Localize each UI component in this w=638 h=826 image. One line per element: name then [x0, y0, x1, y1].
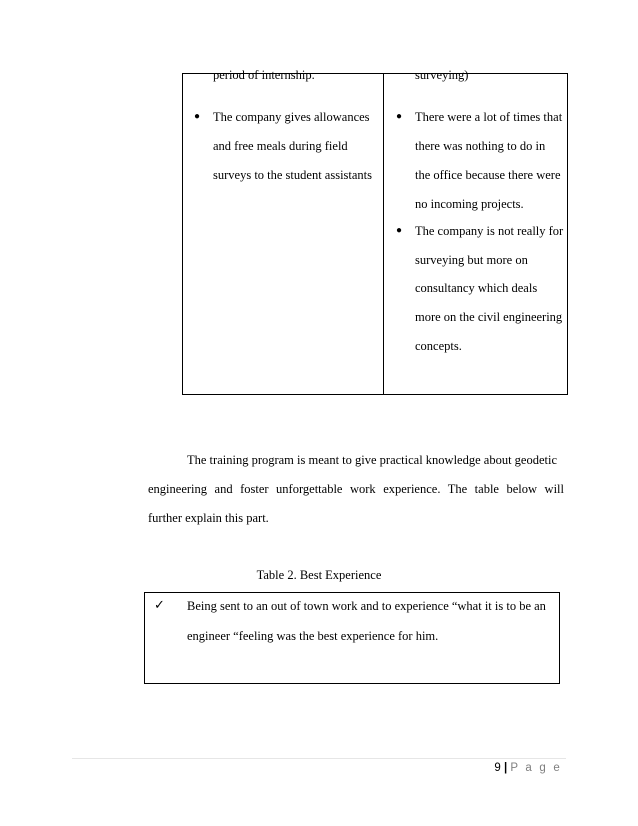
right-cell-line: the office because there were [415, 168, 561, 182]
bullet-icon: ● [396, 225, 403, 236]
right-cell-line: The company is not really for [415, 224, 564, 238]
comparison-table-continued [182, 68, 568, 395]
table-cell-line: Being sent to an out of town work and to experience “what it is to be an [187, 599, 546, 613]
left-cell-line: and free meals during field [213, 139, 348, 153]
right-cell-line: there was nothing to do in [415, 139, 546, 153]
page-number: 9 [494, 762, 501, 774]
right-cell-line: surveying but more on [415, 253, 528, 267]
right-cell-line: consultancy which deals [415, 281, 538, 295]
right-cell-line: surveying) [415, 68, 469, 82]
best-experience-table [144, 592, 560, 684]
left-cell-line: surveys to the student assistants [213, 168, 373, 182]
table-cell-line: engineer “feeling was the best experience for him. [187, 629, 439, 643]
right-cell-line: no incoming projects. [415, 197, 524, 211]
left-cell-line: The company gives allowances [213, 110, 370, 124]
bullet-icon: ● [194, 111, 201, 122]
right-cell-line: more on the civil engineering [415, 310, 563, 324]
footer-divider [72, 758, 566, 759]
left-cell-line: period of internship. [213, 68, 315, 82]
paragraph-line: engineering and foster unforgettable work experience. The table below will [148, 482, 564, 496]
table-caption: Table 2. Best Experience [256, 568, 382, 582]
bullet-icon: ● [396, 111, 403, 122]
table-cell-right [384, 68, 569, 394]
right-cell-line: concepts. [415, 339, 462, 353]
paragraph-line: further explain this part. [148, 511, 269, 525]
page-footer [494, 761, 562, 775]
page-label: P a g e [510, 762, 562, 774]
table-cell-left [183, 68, 383, 394]
checkmark-icon: ✓ [154, 598, 165, 613]
right-cell-line: There were a lot of times that [415, 110, 563, 124]
footer-separator: | [503, 762, 508, 774]
paragraph-line: The training program is meant to give practical knowledge about geodetic [187, 453, 558, 467]
